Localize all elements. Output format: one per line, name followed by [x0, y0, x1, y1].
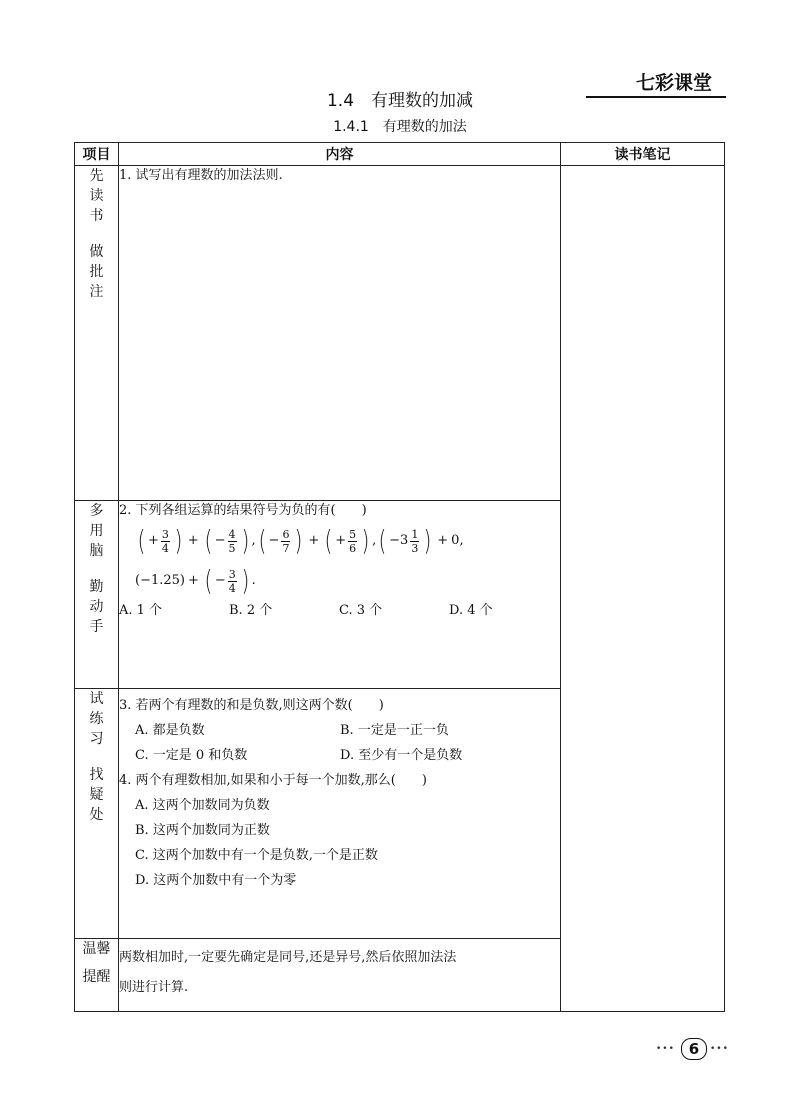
- label-think-practice: 多 用 脑 勤 动 手: [75, 501, 119, 689]
- notes-column[interactable]: [561, 166, 725, 1012]
- page-dots-right: •••: [710, 1044, 729, 1054]
- option-b[interactable]: B. 2 个: [229, 603, 273, 618]
- fraction: $\frac{1}{3}$: [411, 527, 419, 555]
- option-d[interactable]: D. 至少有一个是负数: [340, 748, 463, 763]
- fraction: $\frac{3}{4}$: [161, 527, 169, 555]
- option-c[interactable]: C. 一定是 0 和负数: [135, 748, 248, 763]
- option-c[interactable]: C. 这两个加数中有一个是负数,一个是正数: [135, 848, 378, 863]
- question-3-options-row-1: [119, 718, 560, 743]
- content-section-2: [119, 501, 561, 689]
- question-2-options: [119, 601, 560, 621]
- page-number: 6: [681, 1038, 707, 1060]
- option-d[interactable]: D. 4 个: [449, 603, 493, 618]
- question-1: 1. 试写出有理数的加法法则.: [119, 168, 283, 183]
- label-try-find: 试 练 习 找 疑 处: [75, 689, 119, 939]
- question-4: 4. 两个有理数相加,如果和小于每一个加数,那么( ): [119, 773, 427, 788]
- question-3: 3. 若两个有理数的和是负数,则这两个数( ): [119, 698, 384, 713]
- label-read-annotate: 先 读 书 做 批 注: [75, 166, 119, 501]
- label-warm-tip: 温馨 提醒: [75, 939, 119, 1012]
- worksheet-table: [74, 142, 725, 1012]
- option-b[interactable]: B. 这两个加数同为正数: [135, 823, 270, 838]
- subsection-title: 1.4.1 有理数的加法: [333, 119, 467, 135]
- question-3-options-row-2: [119, 743, 560, 768]
- expression-line-1: ( + $\frac{3}{4}$ ) + ( − $\frac{4}{5}$ ) , ( − $\frac{6}{7}$ ) + ( + $\frac{5}{6}$ ) , ( −3 $\frac{1}{3}$ ) + 0 ,: [137, 524, 464, 557]
- option-a[interactable]: A. 都是负数: [135, 723, 205, 738]
- fraction: $\frac{4}{5}$: [228, 527, 236, 555]
- content-tip: 两数相加时,一定要先确定是同号,还是异号,然后依照加法法 则进行计算.: [119, 939, 561, 1012]
- option-a[interactable]: A. 这两个加数同为负数: [135, 798, 270, 813]
- section-title: 1.4 有理数的加减: [326, 91, 474, 111]
- fraction: $\frac{6}{7}$: [282, 527, 290, 555]
- header-item: 项目: [75, 143, 119, 166]
- content-section-3: [119, 689, 561, 939]
- header-notes: 读书笔记: [561, 143, 725, 166]
- option-c[interactable]: C. 3 个: [339, 603, 383, 618]
- option-b[interactable]: B. 一定是一正一负: [340, 723, 449, 738]
- fraction: $\frac{5}{6}$: [349, 527, 357, 555]
- content-section-1: [119, 166, 561, 501]
- expression-line-2: (−1.25) + ( − $\frac{3}{4}$ ) .: [135, 564, 256, 597]
- page-dots-left: •••: [656, 1044, 675, 1054]
- fraction: $\frac{3}{4}$: [228, 567, 236, 595]
- header-content: 内容: [119, 143, 561, 166]
- option-a[interactable]: A. 1 个: [119, 603, 163, 618]
- brand-logo: 七彩课堂: [636, 72, 713, 94]
- question-2: 2. 下列各组运算的结果符号为负的有( ): [119, 503, 367, 518]
- option-d[interactable]: D. 这两个加数中有一个为零: [135, 873, 297, 888]
